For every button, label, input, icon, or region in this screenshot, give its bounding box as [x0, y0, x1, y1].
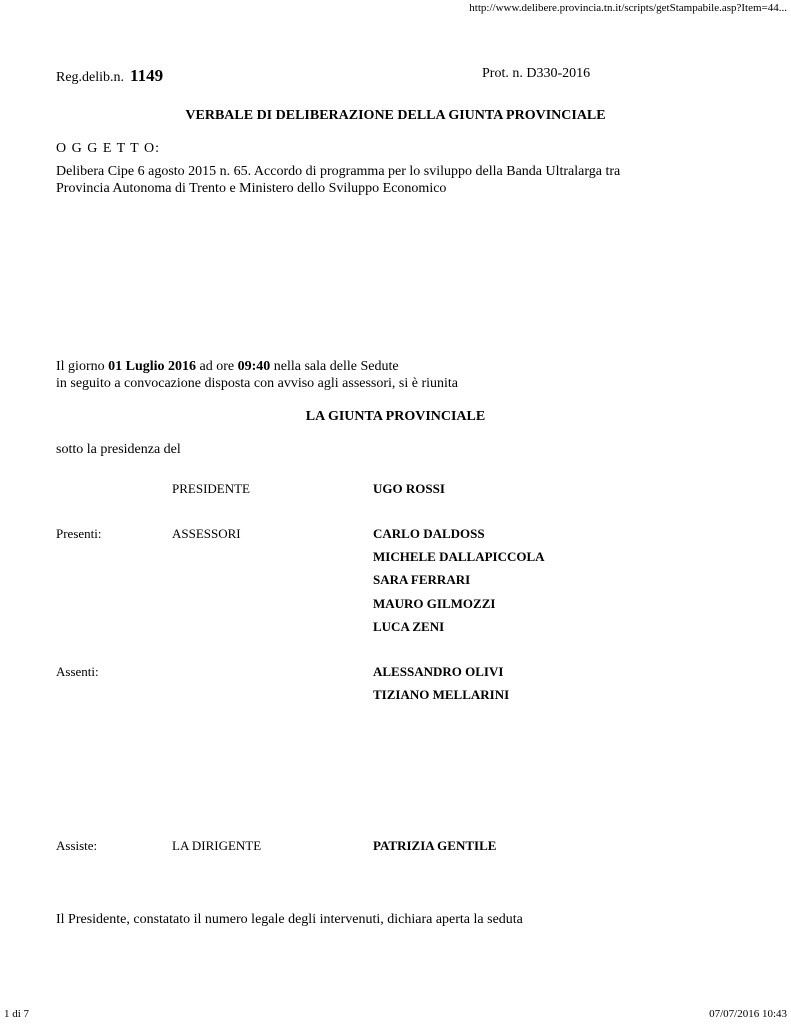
assists-role: LA DIRIGENTE: [172, 838, 262, 853]
absent-label: Assenti:: [56, 664, 99, 679]
body-heading: LA GIUNTA PROVINCIALE: [305, 409, 486, 424]
assists-name: PATRIZIA GENTILE: [373, 838, 497, 853]
meeting-prefix: Il giorno: [56, 359, 109, 374]
page-number: 1 di 7: [4, 1008, 30, 1020]
meeting-line-1: [56, 358, 458, 375]
print-datetime: 07/07/2016 10:43: [709, 1008, 787, 1020]
president-role: PRESIDENTE: [172, 481, 250, 496]
assists-label: Assiste:: [56, 838, 98, 853]
present-role: ASSESSORI: [172, 526, 241, 541]
absent-name: TIZIANO MELLARINI: [373, 687, 510, 702]
oggetto-line-1: Delibera Cipe 6 agosto 2015 n. 65. Accordo di programma per lo sviluppo della Banda Ultralarga tra: [56, 164, 621, 179]
present-name: MICHELE DALLAPICCOLA: [373, 549, 545, 564]
protocol-number: Prot. n. D330-2016: [482, 66, 591, 81]
president-name: UGO ROSSI: [373, 481, 445, 496]
meeting-suffix: nella sala delle Sedute: [270, 359, 399, 374]
absent-name: ALESSANDRO OLIVI: [373, 664, 504, 679]
reg-delib-label: Reg.delib.n.: [56, 70, 125, 85]
closing-statement: Il Presidente, constatato il numero legale degli intervenuti, dichiara aperta la seduta: [56, 912, 523, 927]
present-name: CARLO DALDOSS: [373, 526, 485, 541]
reg-delib: [56, 66, 163, 86]
presidency-text: sotto la presidenza del: [56, 442, 181, 457]
meeting-middle: ad ore: [196, 359, 238, 374]
meeting-date: 01 Luglio 2016: [108, 359, 197, 374]
meeting-statement: [56, 358, 458, 392]
meeting-line-2: in seguito a convocazione disposta con avviso agli assessori, si è riunita: [56, 376, 459, 391]
meeting-time: 09:40: [237, 359, 271, 374]
present-label: Presenti:: [56, 526, 102, 541]
oggetto-line-2: Provincia Autonoma di Trento e Ministero dello Sviluppo Economico: [56, 181, 447, 196]
present-name: MAURO GILMOZZI: [373, 596, 496, 611]
print-url: http://www.delibere.provincia.tn.it/scripts/getStampabile.asp?Item=44...: [469, 2, 787, 14]
present-name: LUCA ZENI: [373, 619, 445, 634]
present-name: SARA FERRARI: [373, 572, 471, 587]
oggetto-label: O G G E T T O:: [56, 141, 160, 156]
oggetto-text: [56, 163, 736, 197]
document-title: VERBALE DI DELIBERAZIONE DELLA GIUNTA PROVINCIALE: [185, 108, 606, 123]
reg-delib-number: 1149: [130, 66, 164, 85]
